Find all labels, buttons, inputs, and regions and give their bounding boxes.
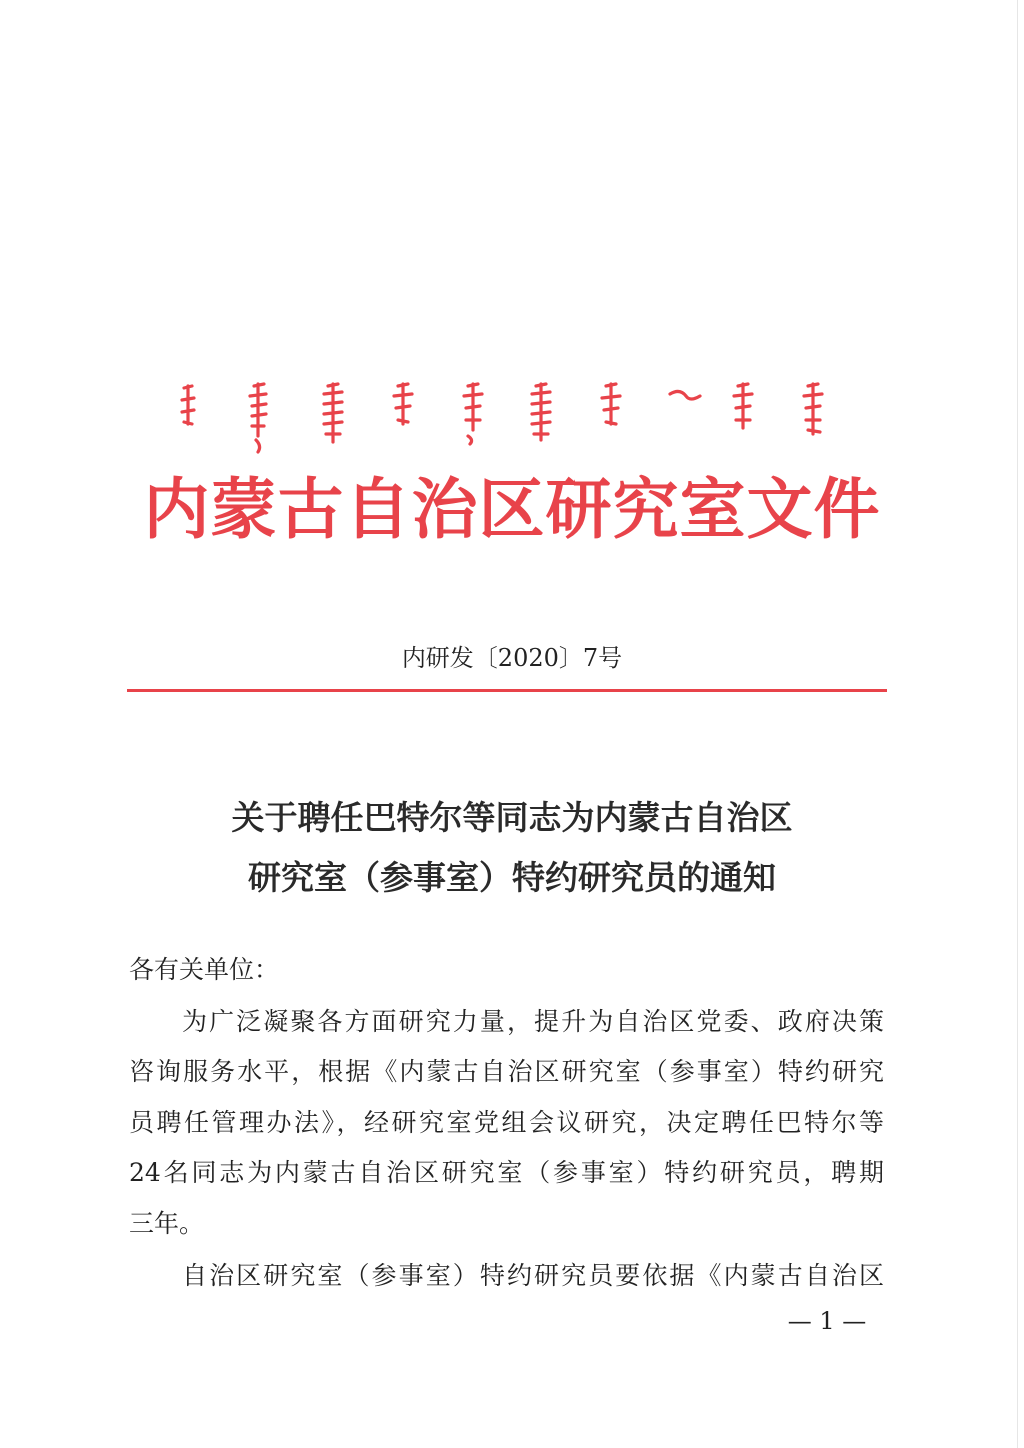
scan-edge: [1017, 0, 1018, 1448]
body-line-6: 自治区研究室（参事室）特约研究员要依据《内蒙古自治区: [182, 1261, 884, 1290]
notice-title-line-1: 关于聘任巴特尔等同志为内蒙古自治区: [231, 798, 793, 837]
issuer-title: 内蒙古自治区研究室文件: [143, 471, 881, 548]
body-line-5: 三年。: [129, 1209, 205, 1238]
document-number: 内研发〔2020〕7号: [401, 644, 623, 672]
notice-title-line-2: 研究室（参事室）特约研究员的通知: [248, 858, 776, 897]
body-line-2: 咨询服务水平，根据《内蒙古自治区研究室（参事室）特约研究: [129, 1057, 884, 1086]
salutation: 各有关单位：: [129, 955, 280, 984]
body-line-4: 24名同志为内蒙古自治区研究室（参事室）特约研究员，聘期: [129, 1158, 884, 1187]
mongolian-script-header: [170, 380, 850, 456]
body-line-3: 员聘任管理办法》，经研究室党组会议研究，决定聘任巴特尔等: [129, 1108, 884, 1137]
body-line-1: 为广泛凝聚各方面研究力量，提升为自治区党委、政府决策: [182, 1007, 884, 1036]
page-number: — 1 —: [787, 1307, 867, 1335]
red-separator-line: [127, 689, 887, 692]
